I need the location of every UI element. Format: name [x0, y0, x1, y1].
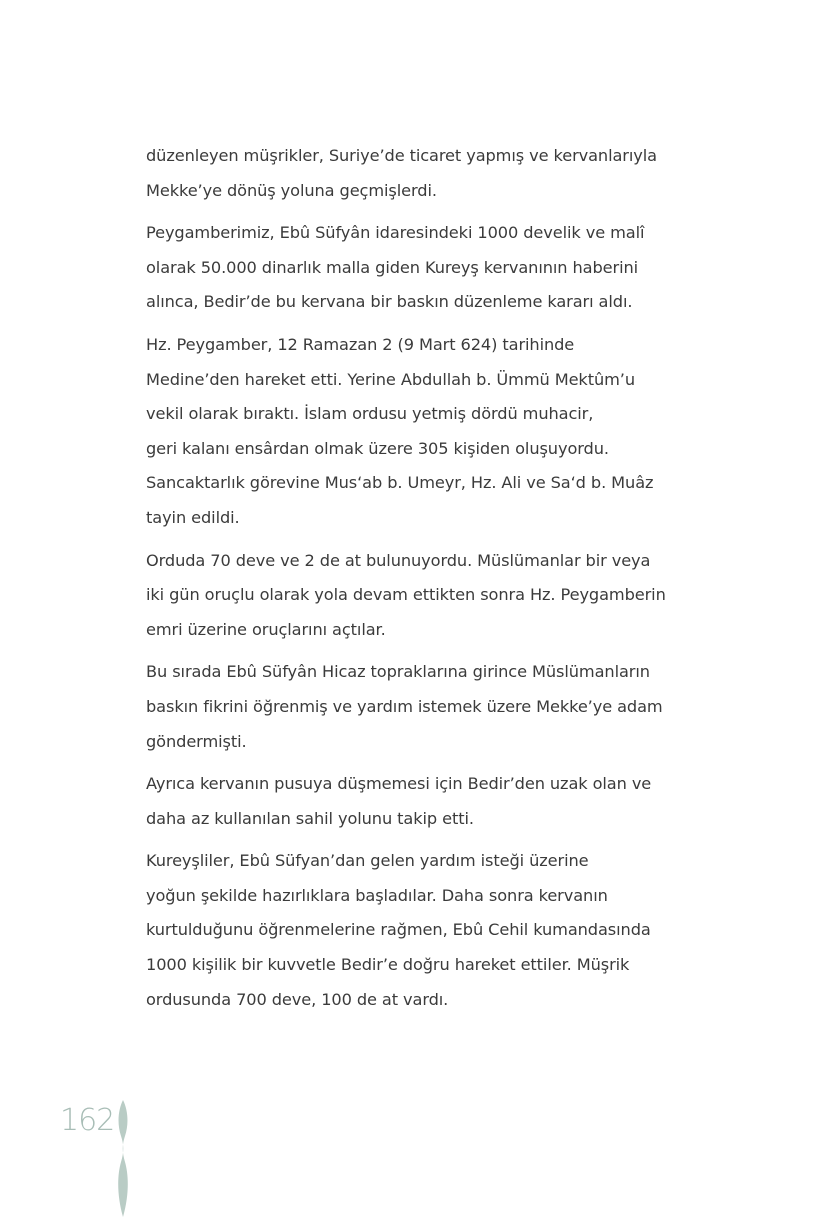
text-line: Medine’den hareket etti. Yerine Abdullah b. Ümmü Mektûm’u [146, 369, 635, 389]
text-line: vekil olarak bıraktı. İslam ordusu yetmiş dördü muhacir, [146, 404, 594, 424]
paragraph-4 [146, 544, 706, 648]
text-line: iki gün oruçlu olarak yola devam ettikten sonra Hz. Peygamberin [146, 585, 666, 605]
paragraph-7 [146, 844, 706, 1017]
text-line: tayin edildi. [146, 507, 240, 527]
text-line: daha az kullanılan sahil yolunu takip etti. [146, 808, 474, 828]
text-line: Peygamberimiz, Ebû Süfyân idaresindeki 1000 develik ve malî [146, 223, 645, 243]
text-line: olarak 50.000 dinarlık malla giden Kureyş kervanının haberini [146, 257, 639, 277]
text-line: Sancaktarlık görevine Mus‘ab b. Umeyr, Hz. Ali ve Sa‘d b. Muâz [146, 473, 654, 493]
paragraph-5 [146, 655, 706, 759]
text-line: baskın fikrini öğrenmiş ve yardım istemek üzere Mekke’ye adam [146, 696, 663, 716]
page-number: 162 [60, 1103, 115, 1138]
text-line: Mekke’ye dönüş yoluna geçmişlerdi. [146, 180, 437, 200]
paragraph-1 [146, 139, 706, 208]
text-line: Hz. Peygamber, 12 Ramazan 2 (9 Mart 624) tarihinde [146, 334, 575, 354]
text-line: yoğun şekilde hazırlıklara başladılar. Daha sonra kervanın [146, 885, 608, 905]
paragraph-3 [146, 328, 706, 536]
text-line: Kureyşliler, Ebû Süfyan’dan gelen yardım isteği üzerine [146, 851, 589, 871]
text-line: emri üzerine oruçlarını açtılar. [146, 619, 386, 639]
leaf-ornament-shape [118, 1100, 128, 1217]
text-line: düzenleyen müşrikler, Suriye’de ticaret yapmış ve kervanlarıyla [146, 146, 657, 165]
text-line: Orduda 70 deve ve 2 de at bulunuyordu. Müslümanlar bir veya [146, 550, 651, 570]
text-line: ordusunda 700 deve, 100 de at vardı. [146, 989, 449, 1009]
paragraph-2 [146, 216, 706, 320]
text-line: Ayrıca kervanın pusuya düşmemesi için Bedir’den uzak olan ve [146, 774, 652, 794]
paragraph-6 [146, 767, 706, 836]
leaf-ornament-icon [111, 1100, 135, 1217]
text-line: geri kalanı ensârdan olmak üzere 305 kişiden oluşuyordu. [146, 438, 609, 458]
text-line: alınca, Bedir’de bu kervana bir baskın düzenleme kararı aldı. [146, 292, 633, 312]
text-line: 1000 kişilik bir kuvvetle Bedir’e doğru hareket ettiler. Müşrik [146, 955, 630, 975]
text-line: kurtulduğunu öğrenmelerine rağmen, Ebû Cehil kumandasında [146, 920, 651, 940]
body-text [146, 139, 706, 1025]
text-line: göndermişti. [146, 731, 247, 751]
text-line: Bu sırada Ebû Süfyân Hicaz topraklarına girince Müslümanların [146, 662, 650, 682]
